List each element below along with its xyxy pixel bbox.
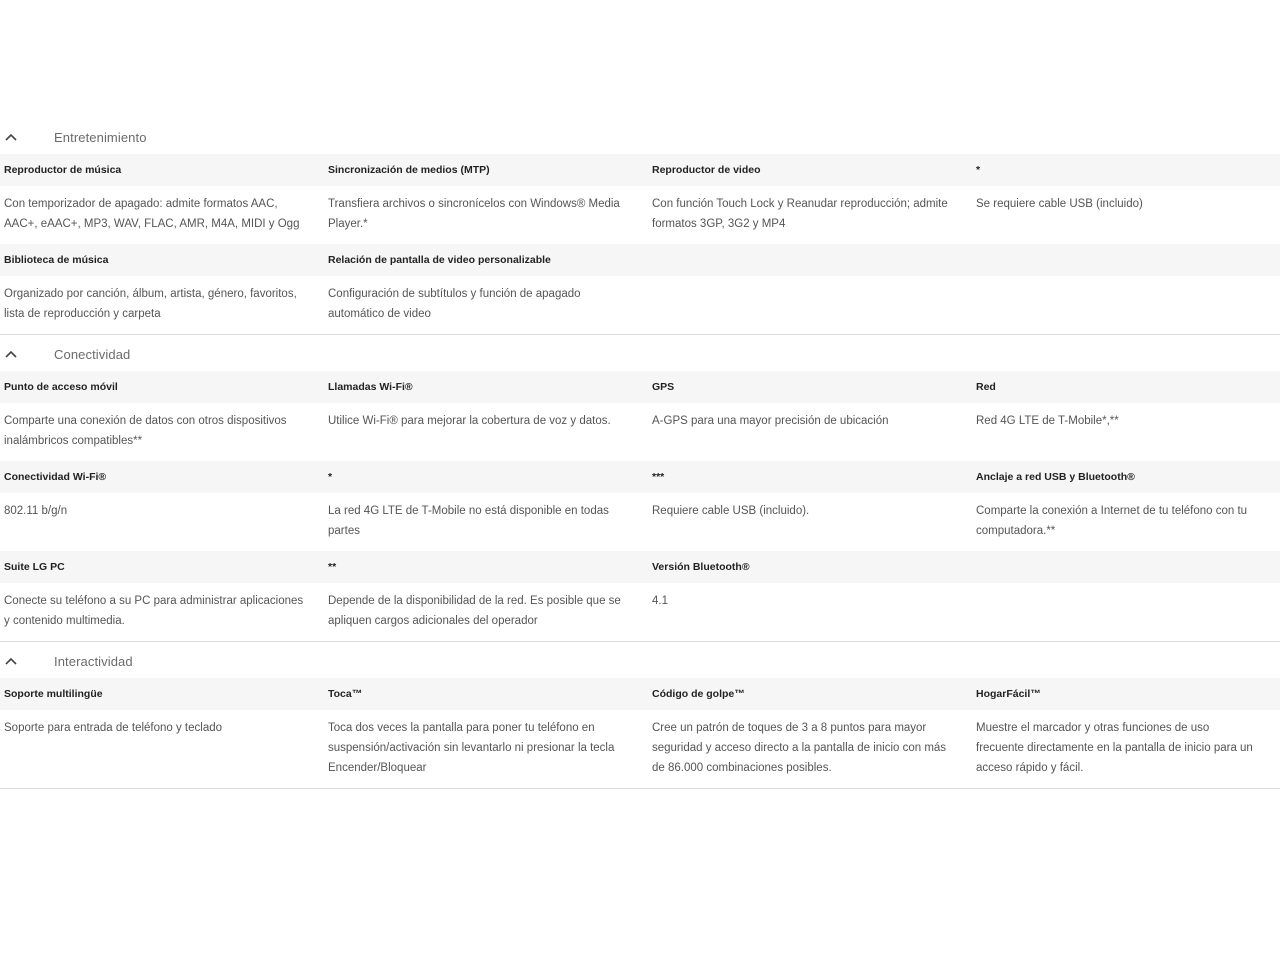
spec-label-row (0, 154, 1280, 186)
spec-value: La red 4G LTE de T-Mobile no está disponible en todas partes (328, 505, 609, 537)
section-title: Entretenimiento (54, 129, 147, 145)
spec-label: *** (652, 471, 665, 483)
spec-value-row (0, 186, 1280, 244)
spec-label: Punto de acceso móvil (4, 381, 118, 393)
spec-value (972, 284, 1280, 324)
spec-label: Red (976, 381, 996, 393)
spec-value-row (0, 493, 1280, 551)
spec-value: Soporte para entrada de teléfono y teclado (4, 722, 223, 734)
spec-label-row (0, 461, 1280, 493)
spec-value: Se requiere cable USB (incluido) (976, 198, 1143, 210)
section-header-interactividad[interactable] (0, 644, 1280, 678)
spec-label-row (0, 371, 1280, 403)
spec-value (648, 284, 972, 324)
section-header-conectividad[interactable] (0, 337, 1280, 371)
spec-label: GPS (652, 381, 675, 393)
spec-value (972, 591, 1280, 631)
specs-container (0, 120, 1280, 791)
spec-label: * (976, 164, 981, 176)
spec-label: Reproductor de video (652, 164, 761, 176)
spec-value: 802.11 b/g/n (4, 505, 68, 517)
spec-label: Anclaje a red USB y Bluetooth® (976, 471, 1135, 483)
spec-label: Conectividad Wi-Fi® (4, 471, 107, 483)
spec-value: 4.1 (652, 595, 668, 607)
spec-value: Depende de la disponibilidad de la red. Es posible que se apliquen cargos adicionales del operador (328, 595, 621, 627)
spec-label-row (0, 551, 1280, 583)
spec-value-row (0, 710, 1280, 788)
spec-value-row (0, 403, 1280, 461)
spec-value: Red 4G LTE de T-Mobile*,** (976, 415, 1119, 427)
spec-value: Configuración de subtítulos y función de apagado automático de video (328, 288, 581, 320)
spec-label: Toca™ (328, 688, 363, 700)
spec-value: Muestre el marcador y otras funciones de uso frecuente directamente en la pantalla de inicio para un acceso rápido y fácil. (976, 722, 1253, 774)
section-header-entretenimiento[interactable] (0, 120, 1280, 154)
spec-value: Con función Touch Lock y Reanudar reproducción; admite formatos 3GP, 3G2 y MP4 (652, 198, 948, 230)
section-title: Interactividad (54, 653, 133, 669)
spec-value: Cree un patrón de toques de 3 a 8 puntos para mayor seguridad y acceso directo a la pantalla de inicio con más de 86.000 combinaciones posibles. (652, 722, 947, 774)
spec-value: Utilice Wi-Fi® para mejorar la cobertura de voz y datos. (328, 415, 611, 427)
spec-value-row (0, 583, 1280, 641)
spec-value: Comparte una conexión de datos con otros dispositivos inalámbricos compatibles** (4, 415, 287, 447)
spec-value-row (0, 276, 1280, 334)
spec-label-row (0, 678, 1280, 710)
spec-label: Llamadas Wi-Fi® (328, 381, 413, 393)
spec-label: Reproductor de música (4, 164, 122, 176)
section-title: Conectividad (54, 346, 131, 362)
spec-label: Relación de pantalla de video personalizable (328, 254, 551, 266)
spec-label: Sincronización de medios (MTP) (328, 164, 490, 176)
spec-value: Conecte su teléfono a su PC para administrar aplicaciones y contenido multimedia. (4, 595, 304, 627)
spec-label: * (328, 471, 333, 483)
spec-value: Comparte la conexión a Internet de tu teléfono con tu computadora.** (976, 505, 1248, 537)
chevron-up-icon[interactable] (4, 130, 18, 144)
spec-table (0, 678, 1280, 789)
spec-value: Transfiera archivos o sincronícelos con Windows® Media Player.* (328, 198, 620, 230)
spec-label: HogarFácil™ (976, 688, 1041, 700)
spec-label: Biblioteca de música (4, 254, 109, 266)
chevron-up-icon[interactable] (4, 347, 18, 361)
spec-value: Organizado por canción, álbum, artista, género, favoritos, lista de reproducción y carpeta (4, 288, 297, 320)
spec-value: Toca dos veces la pantalla para poner tu teléfono en suspensión/activación sin levantarlo ni presionar la tecla Encender/Bloquear (328, 722, 615, 774)
spec-label: Código de golpe™ (652, 688, 745, 700)
chevron-up-icon[interactable] (4, 654, 18, 668)
spec-label: ** (328, 561, 337, 573)
spec-label: Suite LG PC (4, 561, 65, 573)
spec-table (0, 371, 1280, 642)
spec-value: Con temporizador de apagado: admite formatos AAC, AAC+, eAAC+, MP3, WAV, FLAC, AMR, M4A, MIDI y Ogg (4, 198, 300, 230)
spec-value: A-GPS para una mayor precisión de ubicación (652, 415, 889, 427)
spec-label-row (0, 244, 1280, 276)
spec-label: Soporte multilingüe (4, 688, 103, 700)
spec-value: Requiere cable USB (incluido). (652, 505, 810, 517)
spec-table (0, 154, 1280, 335)
spec-label: Versión Bluetooth® (652, 561, 750, 573)
